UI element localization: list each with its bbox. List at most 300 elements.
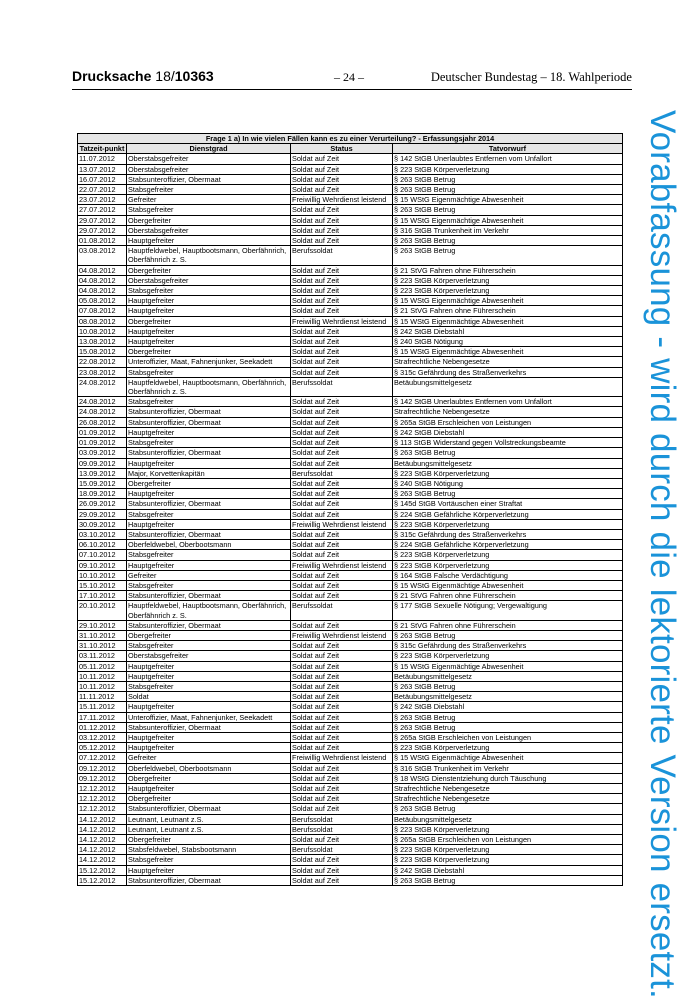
- cell-tatzeitpunkt: 29.07.2012: [78, 215, 127, 225]
- cell-tatzeitpunkt: 22.07.2012: [78, 185, 127, 195]
- table-row: [78, 712, 623, 722]
- cell-tatvorwurf: § 223 StGB Körperverletzung: [393, 519, 623, 529]
- cell-tatvorwurf: § 15 WStG Eigenmächtige Abwesenheit: [393, 661, 623, 671]
- cell-dienstgrad: Obergefreiter: [127, 265, 291, 275]
- cell-dienstgrad: Hauptgefreiter: [127, 519, 291, 529]
- cell-status: Berufssoldat: [291, 814, 393, 824]
- table-row: [78, 225, 623, 235]
- cell-status: Soldat auf Zeit: [291, 529, 393, 539]
- cell-tatvorwurf: Strafrechtliche Nebengesetze: [393, 794, 623, 804]
- cell-tatzeitpunkt: 23.08.2012: [78, 367, 127, 377]
- cell-tatvorwurf: § 263 StGB Betrug: [393, 712, 623, 722]
- cell-tatvorwurf: § 113 StGB Widerstand gegen Vollstreckungsbeamte: [393, 438, 623, 448]
- cell-status: Soldat auf Zeit: [291, 185, 393, 195]
- cell-status: Soldat auf Zeit: [291, 692, 393, 702]
- cell-tatzeitpunkt: 09.09.2012: [78, 458, 127, 468]
- cell-dienstgrad: Obergefreiter: [127, 835, 291, 845]
- cell-dienstgrad: Oberstabsgefreiter: [127, 225, 291, 235]
- table-row: [78, 286, 623, 296]
- cell-tatvorwurf: § 15 WStG Eigenmächtige Abwesenheit: [393, 316, 623, 326]
- cell-tatvorwurf: § 263 StGB Betrug: [393, 804, 623, 814]
- cell-tatvorwurf: § 15 WStG Eigenmächtige Abwesenheit: [393, 296, 623, 306]
- cell-status: Soldat auf Zeit: [291, 306, 393, 316]
- cell-dienstgrad: Gefreiter: [127, 570, 291, 580]
- cell-tatzeitpunkt: 09.12.2012: [78, 773, 127, 783]
- cell-tatzeitpunkt: 12.12.2012: [78, 784, 127, 794]
- cell-dienstgrad: Oberstabsgefreiter: [127, 651, 291, 661]
- cell-dienstgrad: Hauptfeldwebel, Hauptbootsmann, Oberfähnrich, Oberfähnrich z. S.: [127, 246, 291, 265]
- cell-tatzeitpunkt: 11.11.2012: [78, 692, 127, 702]
- publisher: Deutscher Bundestag – 18. Wahlperiode: [430, 70, 632, 84]
- cell-dienstgrad: Leutnant, Leutnant z.S.: [127, 814, 291, 824]
- cell-tatzeitpunkt: 18.09.2012: [78, 489, 127, 499]
- cell-dienstgrad: Stabsgefreiter: [127, 367, 291, 377]
- cell-status: Soldat auf Zeit: [291, 804, 393, 814]
- cell-tatvorwurf: § 263 StGB Betrug: [393, 174, 623, 184]
- cell-tatvorwurf: § 263 StGB Betrug: [393, 448, 623, 458]
- cell-dienstgrad: Stabsunteroffizier, Obermaat: [127, 448, 291, 458]
- cell-dienstgrad: Oberfeldwebel, Oberbootsmann: [127, 540, 291, 550]
- cell-dienstgrad: Hauptgefreiter: [127, 743, 291, 753]
- table-row: [78, 875, 623, 885]
- header-rule: [72, 89, 632, 90]
- cell-tatvorwurf: § 223 StGB Körperverletzung: [393, 855, 623, 865]
- cell-tatzeitpunkt: 20.10.2012: [78, 601, 127, 620]
- cell-tatvorwurf: § 265a StGB Erschleichen von Leistungen: [393, 417, 623, 427]
- cell-dienstgrad: Stabsgefreiter: [127, 286, 291, 296]
- cell-status: Berufssoldat: [291, 377, 393, 396]
- cell-tatzeitpunkt: 15.10.2012: [78, 580, 127, 590]
- cell-status: Soldat auf Zeit: [291, 702, 393, 712]
- cell-status: Soldat auf Zeit: [291, 651, 393, 661]
- cell-status: Soldat auf Zeit: [291, 326, 393, 336]
- table-row: [78, 763, 623, 773]
- table-row: [78, 855, 623, 865]
- cell-dienstgrad: Stabsunteroffizier, Obermaat: [127, 722, 291, 732]
- cell-status: Soldat auf Zeit: [291, 357, 393, 367]
- cell-status: Soldat auf Zeit: [291, 174, 393, 184]
- column-header-dienstgrad: Dienstgrad: [127, 144, 291, 154]
- cell-status: Soldat auf Zeit: [291, 865, 393, 875]
- cell-tatzeitpunkt: 10.11.2012: [78, 671, 127, 681]
- table-row: [78, 570, 623, 580]
- cell-tatzeitpunkt: 10.11.2012: [78, 681, 127, 691]
- cell-tatzeitpunkt: 01.09.2012: [78, 438, 127, 448]
- cell-tatzeitpunkt: 15.08.2012: [78, 347, 127, 357]
- cell-tatzeitpunkt: 01.09.2012: [78, 427, 127, 437]
- cell-tatvorwurf: Betäubungsmittelgesetz: [393, 458, 623, 468]
- cell-tatzeitpunkt: 15.09.2012: [78, 478, 127, 488]
- cell-status: Berufssoldat: [291, 824, 393, 834]
- cell-status: Soldat auf Zeit: [291, 661, 393, 671]
- column-header-tatvorwurf: Tatvorwurf: [393, 144, 623, 154]
- cell-tatzeitpunkt: 24.08.2012: [78, 407, 127, 417]
- cell-dienstgrad: Stabsunteroffizier, Obermaat: [127, 804, 291, 814]
- cell-status: Soldat auf Zeit: [291, 540, 393, 550]
- cell-dienstgrad: Hauptgefreiter: [127, 337, 291, 347]
- cell-status: Berufssoldat: [291, 246, 393, 265]
- column-header-tatzeitpunkt: Tatzeit-punkt: [78, 144, 127, 154]
- cell-tatvorwurf: § 263 StGB Betrug: [393, 722, 623, 732]
- cell-tatvorwurf: § 177 StGB Sexuelle Nötigung; Vergewaltigung: [393, 601, 623, 620]
- table-row: [78, 427, 623, 437]
- cell-status: Berufssoldat: [291, 845, 393, 855]
- cell-status: Soldat auf Zeit: [291, 458, 393, 468]
- draft-watermark: [630, 110, 690, 999]
- cell-tatvorwurf: § 21 StVG Fahren ohne Führerschein: [393, 306, 623, 316]
- cell-tatvorwurf: § 242 StGB Diebstahl: [393, 865, 623, 875]
- table-row: [78, 397, 623, 407]
- cell-status: Soldat auf Zeit: [291, 347, 393, 357]
- cell-dienstgrad: Hauptfeldwebel, Hauptbootsmann, Oberfähnrich, Oberfähnrich z. S.: [127, 377, 291, 396]
- table-row: [78, 347, 623, 357]
- cell-tatzeitpunkt: 04.08.2012: [78, 265, 127, 275]
- cell-tatzeitpunkt: 31.10.2012: [78, 641, 127, 651]
- cell-dienstgrad: Leutnant, Leutnant z.S.: [127, 824, 291, 834]
- cell-tatzeitpunkt: 14.12.2012: [78, 845, 127, 855]
- table-row: [78, 478, 623, 488]
- table-row: [78, 591, 623, 601]
- cell-dienstgrad: Major, Korvettenkapitän: [127, 468, 291, 478]
- cell-tatvorwurf: Betäubungsmittelgesetz: [393, 692, 623, 702]
- table-row: [78, 651, 623, 661]
- cell-tatzeitpunkt: 01.12.2012: [78, 722, 127, 732]
- cell-tatzeitpunkt: 15.12.2012: [78, 865, 127, 875]
- cell-tatvorwurf: § 316 StGB Trunkenheit im Verkehr: [393, 763, 623, 773]
- cell-dienstgrad: Hauptgefreiter: [127, 784, 291, 794]
- cell-status: Soldat auf Zeit: [291, 641, 393, 651]
- cell-status: Soldat auf Zeit: [291, 296, 393, 306]
- table-row: [78, 509, 623, 519]
- cell-dienstgrad: Oberfeldwebel, Oberbootsmann: [127, 763, 291, 773]
- cell-dienstgrad: Hauptgefreiter: [127, 661, 291, 671]
- cell-dienstgrad: Hauptgefreiter: [127, 458, 291, 468]
- cell-tatvorwurf: § 316 StGB Trunkenheit im Verkehr: [393, 225, 623, 235]
- table-row: [78, 773, 623, 783]
- cell-tatzeitpunkt: 03.09.2012: [78, 448, 127, 458]
- cell-dienstgrad: Unteroffizier, Maat, Fahnenjunker, Seekadett: [127, 357, 291, 367]
- cell-tatzeitpunkt: 24.08.2012: [78, 397, 127, 407]
- table-row: [78, 499, 623, 509]
- cell-tatzeitpunkt: 03.08.2012: [78, 246, 127, 265]
- cell-tatvorwurf: § 240 StGB Nötigung: [393, 478, 623, 488]
- cell-status: Soldat auf Zeit: [291, 509, 393, 519]
- cell-tatvorwurf: § 263 StGB Betrug: [393, 630, 623, 640]
- table-row: [78, 753, 623, 763]
- cell-tatzeitpunkt: 04.08.2012: [78, 286, 127, 296]
- cell-tatzeitpunkt: 14.12.2012: [78, 835, 127, 845]
- cell-tatvorwurf: § 263 StGB Betrug: [393, 489, 623, 499]
- cell-dienstgrad: Unteroffizier, Maat, Fahnenjunker, Seekadett: [127, 712, 291, 722]
- cell-dienstgrad: Stabsunteroffizier, Obermaat: [127, 529, 291, 539]
- cell-status: Soldat auf Zeit: [291, 732, 393, 742]
- cell-dienstgrad: Hauptgefreiter: [127, 732, 291, 742]
- cell-dienstgrad: Hauptgefreiter: [127, 306, 291, 316]
- cell-dienstgrad: Stabsgefreiter: [127, 855, 291, 865]
- cell-tatzeitpunkt: 07.10.2012: [78, 550, 127, 560]
- table-row: [78, 489, 623, 499]
- table-row: [78, 154, 623, 164]
- cell-tatzeitpunkt: 14.12.2012: [78, 824, 127, 834]
- cell-tatzeitpunkt: 13.09.2012: [78, 468, 127, 478]
- cell-tatvorwurf: Strafrechtliche Nebengesetze: [393, 784, 623, 794]
- cell-tatvorwurf: § 240 StGB Nötigung: [393, 337, 623, 347]
- cell-tatvorwurf: § 242 StGB Diebstahl: [393, 427, 623, 437]
- cell-status: Soldat auf Zeit: [291, 154, 393, 164]
- table-row: [78, 205, 623, 215]
- cell-tatvorwurf: § 15 WStG Eigenmächtige Abwesenheit: [393, 215, 623, 225]
- cell-tatzeitpunkt: 14.12.2012: [78, 855, 127, 865]
- cell-status: Soldat auf Zeit: [291, 286, 393, 296]
- cell-tatvorwurf: Betäubungsmittelgesetz: [393, 671, 623, 681]
- cell-dienstgrad: Hauptgefreiter: [127, 489, 291, 499]
- table-row: [78, 265, 623, 275]
- column-header-status: Status: [291, 144, 393, 154]
- cell-dienstgrad: Hauptgefreiter: [127, 865, 291, 875]
- cell-tatvorwurf: § 21 StVG Fahren ohne Führerschein: [393, 265, 623, 275]
- cell-tatzeitpunkt: 13.08.2012: [78, 337, 127, 347]
- cell-tatzeitpunkt: 31.10.2012: [78, 630, 127, 640]
- table-row: [78, 195, 623, 205]
- drucksache-label: Drucksache 18/10363: [72, 68, 214, 84]
- cell-tatzeitpunkt: 15.11.2012: [78, 702, 127, 712]
- cell-tatvorwurf: § 315c Gefährdung des Straßenverkehrs: [393, 367, 623, 377]
- cell-dienstgrad: Stabsgefreiter: [127, 681, 291, 691]
- table-row: [78, 824, 623, 834]
- table-row: [78, 540, 623, 550]
- cell-tatvorwurf: § 15 WStG Eigenmächtige Abwesenheit: [393, 580, 623, 590]
- cell-tatzeitpunkt: 12.12.2012: [78, 804, 127, 814]
- cell-tatvorwurf: § 21 StVG Fahren ohne Führerschein: [393, 620, 623, 630]
- cell-dienstgrad: Obergefreiter: [127, 347, 291, 357]
- cell-dienstgrad: Stabsgefreiter: [127, 550, 291, 560]
- cell-tatzeitpunkt: 10.08.2012: [78, 326, 127, 336]
- cell-status: Soldat auf Zeit: [291, 835, 393, 845]
- cell-tatvorwurf: § 223 StGB Körperverletzung: [393, 286, 623, 296]
- cell-status: Soldat auf Zeit: [291, 794, 393, 804]
- cell-dienstgrad: Hauptgefreiter: [127, 296, 291, 306]
- cell-status: Freiwillig Wehrdienst leistend: [291, 560, 393, 570]
- cell-tatvorwurf: § 223 StGB Körperverletzung: [393, 275, 623, 285]
- cell-status: Soldat auf Zeit: [291, 367, 393, 377]
- cell-tatzeitpunkt: 29.07.2012: [78, 225, 127, 235]
- cell-status: Freiwillig Wehrdienst leistend: [291, 195, 393, 205]
- cell-tatvorwurf: Strafrechtliche Nebengesetze: [393, 357, 623, 367]
- cell-tatvorwurf: Betäubungsmittelgesetz: [393, 377, 623, 396]
- table-row: [78, 185, 623, 195]
- table-row: [78, 722, 623, 732]
- cell-status: Soldat auf Zeit: [291, 875, 393, 885]
- cell-tatvorwurf: § 164 StGB Falsche Verdächtigung: [393, 570, 623, 580]
- cell-tatzeitpunkt: 05.12.2012: [78, 743, 127, 753]
- table-row: [78, 865, 623, 875]
- cell-dienstgrad: Hauptgefreiter: [127, 560, 291, 570]
- cell-tatzeitpunkt: 22.08.2012: [78, 357, 127, 367]
- cell-tatzeitpunkt: 14.12.2012: [78, 814, 127, 824]
- table-row: [78, 367, 623, 377]
- cell-dienstgrad: Hauptfeldwebel, Hauptbootsmann, Oberfähnrich, Oberfähnrich z. S.: [127, 601, 291, 620]
- cell-status: Soldat auf Zeit: [291, 275, 393, 285]
- cell-tatzeitpunkt: 26.08.2012: [78, 417, 127, 427]
- cell-status: Soldat auf Zeit: [291, 164, 393, 174]
- cell-status: Soldat auf Zeit: [291, 499, 393, 509]
- table-row: [78, 814, 623, 824]
- cell-tatvorwurf: § 263 StGB Betrug: [393, 246, 623, 265]
- cell-status: Soldat auf Zeit: [291, 580, 393, 590]
- cell-tatzeitpunkt: 01.08.2012: [78, 236, 127, 246]
- cell-status: Freiwillig Wehrdienst leistend: [291, 753, 393, 763]
- convictions-table: [77, 133, 623, 886]
- cell-dienstgrad: Stabsgefreiter: [127, 580, 291, 590]
- cell-status: Soldat auf Zeit: [291, 236, 393, 246]
- table-row: [78, 661, 623, 671]
- table-body: [78, 154, 623, 886]
- table-row: [78, 468, 623, 478]
- cell-status: Soldat auf Zeit: [291, 407, 393, 417]
- cell-status: Soldat auf Zeit: [291, 743, 393, 753]
- cell-tatzeitpunkt: 03.12.2012: [78, 732, 127, 742]
- cell-status: Soldat auf Zeit: [291, 550, 393, 560]
- cell-tatvorwurf: § 242 StGB Diebstahl: [393, 702, 623, 712]
- table-row: [78, 275, 623, 285]
- cell-dienstgrad: Hauptgefreiter: [127, 702, 291, 712]
- cell-status: Soldat auf Zeit: [291, 337, 393, 347]
- table-row: [78, 630, 623, 640]
- cell-dienstgrad: Obergefreiter: [127, 215, 291, 225]
- cell-dienstgrad: Obergefreiter: [127, 794, 291, 804]
- cell-tatzeitpunkt: 24.08.2012: [78, 377, 127, 396]
- watermark-text: Vorabfassung - wird durch die lektorierte Version ersetzt.: [643, 110, 682, 999]
- cell-dienstgrad: Stabsunteroffizier, Obermaat: [127, 407, 291, 417]
- table-row: [78, 164, 623, 174]
- table-row: [78, 438, 623, 448]
- table-row: [78, 316, 623, 326]
- cell-tatvorwurf: § 263 StGB Betrug: [393, 875, 623, 885]
- cell-tatvorwurf: § 223 StGB Körperverletzung: [393, 743, 623, 753]
- table-row: [78, 550, 623, 560]
- cell-dienstgrad: Stabsunteroffizier, Obermaat: [127, 174, 291, 184]
- table-row: [78, 458, 623, 468]
- cell-status: Soldat auf Zeit: [291, 591, 393, 601]
- table-row: [78, 236, 623, 246]
- table-row: [78, 845, 623, 855]
- cell-tatzeitpunkt: 04.08.2012: [78, 275, 127, 285]
- table-row: [78, 835, 623, 845]
- table-row: [78, 794, 623, 804]
- cell-dienstgrad: Oberstabsgefreiter: [127, 154, 291, 164]
- cell-tatvorwurf: § 315c Gefährdung des Straßenverkehrs: [393, 529, 623, 539]
- cell-tatzeitpunkt: 09.12.2012: [78, 763, 127, 773]
- table-row: [78, 337, 623, 347]
- table-title: Frage 1 a) In wie vielen Fällen kann es zu einer Verurteilung? - Erfassungsjahr 2014: [78, 134, 623, 144]
- cell-tatzeitpunkt: 17.10.2012: [78, 591, 127, 601]
- cell-status: Soldat auf Zeit: [291, 417, 393, 427]
- cell-tatvorwurf: Strafrechtliche Nebengesetze: [393, 407, 623, 417]
- cell-tatzeitpunkt: 29.09.2012: [78, 509, 127, 519]
- cell-status: Soldat auf Zeit: [291, 671, 393, 681]
- cell-tatvorwurf: § 224 StGB Gefährliche Körperverletzung: [393, 540, 623, 550]
- cell-dienstgrad: Obergefreiter: [127, 478, 291, 488]
- cell-status: Soldat auf Zeit: [291, 570, 393, 580]
- cell-status: Soldat auf Zeit: [291, 784, 393, 794]
- cell-dienstgrad: Stabsgefreiter: [127, 641, 291, 651]
- cell-dienstgrad: Hauptgefreiter: [127, 671, 291, 681]
- cell-tatzeitpunkt: 06.10.2012: [78, 540, 127, 550]
- cell-dienstgrad: Stabsgefreiter: [127, 438, 291, 448]
- cell-status: Soldat auf Zeit: [291, 722, 393, 732]
- cell-tatzeitpunkt: 30.09.2012: [78, 519, 127, 529]
- cell-tatvorwurf: § 223 StGB Körperverletzung: [393, 845, 623, 855]
- cell-tatvorwurf: § 315c Gefährdung des Straßenverkehrs: [393, 641, 623, 651]
- cell-dienstgrad: Obergefreiter: [127, 316, 291, 326]
- table-row: [78, 580, 623, 590]
- cell-status: Soldat auf Zeit: [291, 855, 393, 865]
- cell-tatvorwurf: § 223 StGB Körperverletzung: [393, 824, 623, 834]
- cell-tatzeitpunkt: 29.10.2012: [78, 620, 127, 630]
- cell-dienstgrad: Stabsgefreiter: [127, 185, 291, 195]
- cell-tatvorwurf: § 263 StGB Betrug: [393, 681, 623, 691]
- cell-tatzeitpunkt: 16.07.2012: [78, 174, 127, 184]
- cell-dienstgrad: Stabsgefreiter: [127, 205, 291, 215]
- table-row: [78, 692, 623, 702]
- cell-dienstgrad: Obergefreiter: [127, 630, 291, 640]
- cell-tatvorwurf: § 145d StGB Vortäuschen einer Straftat: [393, 499, 623, 509]
- cell-tatvorwurf: § 223 StGB Körperverletzung: [393, 651, 623, 661]
- cell-tatvorwurf: § 15 WStG Eigenmächtige Abwesenheit: [393, 195, 623, 205]
- table-row: [78, 174, 623, 184]
- cell-dienstgrad: Hauptgefreiter: [127, 326, 291, 336]
- cell-tatzeitpunkt: 11.07.2012: [78, 154, 127, 164]
- cell-status: Berufssoldat: [291, 468, 393, 478]
- cell-tatvorwurf: § 223 StGB Körperverletzung: [393, 468, 623, 478]
- table-row: [78, 246, 623, 265]
- cell-status: Soldat auf Zeit: [291, 448, 393, 458]
- table-row: [78, 417, 623, 427]
- cell-status: Soldat auf Zeit: [291, 620, 393, 630]
- cell-tatvorwurf: § 223 StGB Körperverletzung: [393, 560, 623, 570]
- cell-dienstgrad: Gefreiter: [127, 753, 291, 763]
- cell-status: Berufssoldat: [291, 601, 393, 620]
- cell-tatzeitpunkt: 05.11.2012: [78, 661, 127, 671]
- cell-tatzeitpunkt: 26.09.2012: [78, 499, 127, 509]
- table-row: [78, 671, 623, 681]
- cell-tatzeitpunkt: 08.08.2012: [78, 316, 127, 326]
- cell-tatvorwurf: § 263 StGB Betrug: [393, 205, 623, 215]
- cell-tatzeitpunkt: 05.08.2012: [78, 296, 127, 306]
- cell-tatvorwurf: § 21 StVG Fahren ohne Führerschein: [393, 591, 623, 601]
- cell-tatvorwurf: § 142 StGB Unerlaubtes Entfernen vom Unfallort: [393, 154, 623, 164]
- cell-status: Soldat auf Zeit: [291, 265, 393, 275]
- cell-status: Soldat auf Zeit: [291, 763, 393, 773]
- table-row: [78, 601, 623, 620]
- table-row: [78, 681, 623, 691]
- table-row: [78, 215, 623, 225]
- table-row: [78, 560, 623, 570]
- cell-status: Soldat auf Zeit: [291, 427, 393, 437]
- page-header: [72, 64, 632, 88]
- cell-dienstgrad: Stabsunteroffizier, Obermaat: [127, 417, 291, 427]
- cell-tatzeitpunkt: 17.11.2012: [78, 712, 127, 722]
- cell-tatzeitpunkt: 07.08.2012: [78, 306, 127, 316]
- cell-status: Soldat auf Zeit: [291, 215, 393, 225]
- cell-tatvorwurf: Betäubungsmittelgesetz: [393, 814, 623, 824]
- cell-tatvorwurf: § 142 StGB Unerlaubtes Entfernen vom Unfallort: [393, 397, 623, 407]
- cell-tatzeitpunkt: 03.10.2012: [78, 529, 127, 539]
- cell-tatzeitpunkt: 15.12.2012: [78, 875, 127, 885]
- table-row: [78, 620, 623, 630]
- cell-tatzeitpunkt: 03.11.2012: [78, 651, 127, 661]
- table-row: [78, 377, 623, 396]
